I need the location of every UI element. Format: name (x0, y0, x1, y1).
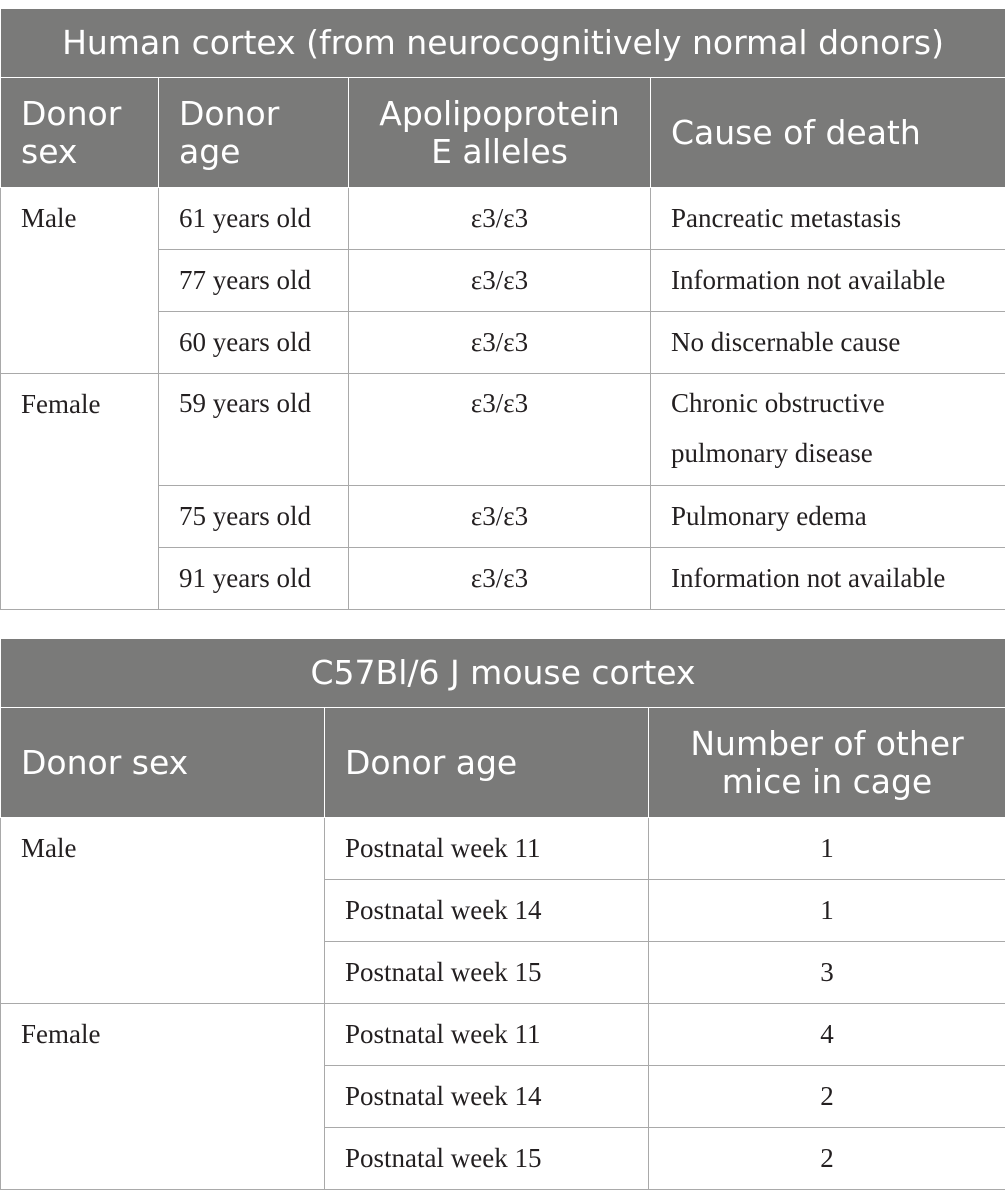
donor-age-cell: 61 years old (159, 188, 349, 250)
cause-cell: Pancreatic metastasis (651, 188, 1005, 250)
apoe-cell: ε3/ε3 (349, 548, 651, 610)
mice-in-cage-cell: 3 (649, 942, 1005, 1004)
donor-age-cell: Postnatal week 11 (325, 818, 649, 880)
table-row (1, 1004, 1005, 1066)
mice-in-cage-cell: 1 (649, 818, 1005, 880)
donor-sex-cell: Male (1, 188, 159, 374)
column-header-cause-of-death: Cause of death (651, 78, 1005, 188)
cause-cell: Information not available (651, 548, 1005, 610)
donor-age-cell: 91 years old (159, 548, 349, 610)
mice-in-cage-cell: 2 (649, 1066, 1005, 1128)
apoe-cell: ε3/ε3 (349, 486, 651, 548)
cause-cell: Information not available (651, 250, 1005, 312)
column-header-donor-sex: Donor sex (1, 78, 159, 188)
mice-in-cage-cell: 2 (649, 1128, 1005, 1190)
mice-in-cage-cell: 4 (649, 1004, 1005, 1066)
column-header-donor-age: Donor age (159, 78, 349, 188)
donor-sex-cell: Female (1, 374, 159, 610)
apoe-cell: ε3/ε3 (349, 312, 651, 374)
column-header-donor-sex: Donor sex (1, 708, 325, 818)
donor-age-cell: Postnatal week 11 (325, 1004, 649, 1066)
human-cortex-table (0, 8, 1005, 610)
apoe-cell: ε3/ε3 (349, 188, 651, 250)
donor-age-cell: Postnatal week 15 (325, 1128, 649, 1190)
donor-age-cell: 60 years old (159, 312, 349, 374)
column-header-apoe-alleles: Apolipoprotein E alleles (349, 78, 651, 188)
donor-age-cell: 77 years old (159, 250, 349, 312)
mice-in-cage-cell: 1 (649, 880, 1005, 942)
mouse-cortex-table (0, 638, 1005, 1190)
table-title: C57Bl/6 J mouse cortex (1, 639, 1005, 708)
apoe-cell: ε3/ε3 (349, 250, 651, 312)
donor-sex-cell: Male (1, 818, 325, 1004)
donor-age-cell: 59 years old (159, 374, 349, 486)
table-title: Human cortex (from neurocognitively normal donors) (1, 9, 1005, 78)
donor-age-cell: Postnatal week 14 (325, 880, 649, 942)
column-header-mice-in-cage: Number of other mice in cage (649, 708, 1005, 818)
donor-sex-cell: Female (1, 1004, 325, 1190)
table-row (1, 818, 1005, 880)
apoe-cell: ε3/ε3 (349, 374, 651, 486)
table-row (1, 374, 1005, 486)
table-row (1, 188, 1005, 250)
donor-age-cell: 75 years old (159, 486, 349, 548)
donor-age-cell: Postnatal week 15 (325, 942, 649, 1004)
cause-cell: Chronic obstructive pulmonary disease (651, 374, 1005, 486)
cause-cell: No discernable cause (651, 312, 1005, 374)
donor-age-cell: Postnatal week 14 (325, 1066, 649, 1128)
cause-cell: Pulmonary edema (651, 486, 1005, 548)
column-header-donor-age: Donor age (325, 708, 649, 818)
